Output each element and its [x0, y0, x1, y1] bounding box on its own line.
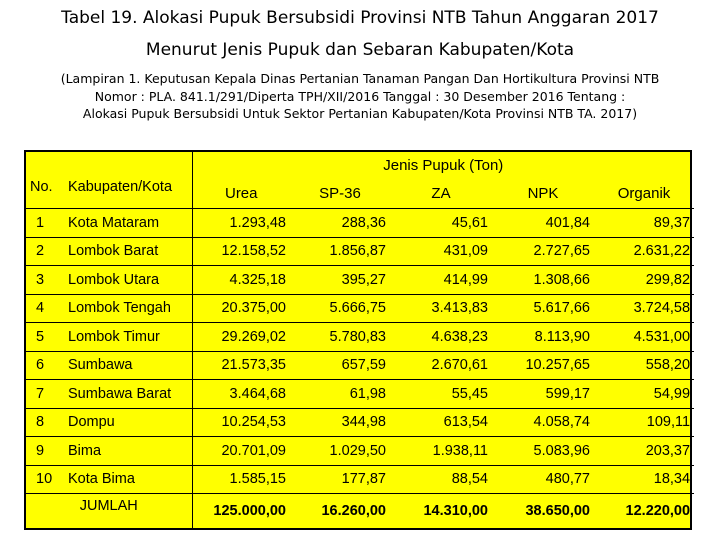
cell-urea: 10.254,53	[192, 408, 290, 437]
cell-npk: 5.083,96	[492, 437, 594, 466]
header-type-za: ZA	[431, 184, 451, 202]
cell-urea: 20.375,00	[192, 294, 290, 323]
row-number: 6	[26, 351, 64, 380]
cell-organik: 18,34	[594, 465, 694, 494]
total-sp-36: 16.260,00	[290, 494, 390, 529]
row-kabupaten: Lombok Barat	[64, 237, 192, 266]
cell-npk: 1.308,66	[492, 266, 594, 295]
table-row	[26, 437, 694, 466]
table-row	[26, 408, 694, 437]
cell-za: 4.638,23	[390, 323, 492, 352]
total-za: 14.310,00	[390, 494, 492, 529]
cell-za: 55,45	[390, 380, 492, 409]
cell-urea: 1.585,15	[192, 465, 290, 494]
cell-sp-36: 395,27	[290, 266, 390, 295]
cell-organik: 299,82	[594, 266, 694, 295]
cell-sp-36: 1.029,50	[290, 437, 390, 466]
total-npk: 38.650,00	[492, 494, 594, 529]
cell-npk: 10.257,65	[492, 351, 594, 380]
header-kabupaten: Kabupaten/Kota	[64, 152, 192, 209]
cell-za: 414,99	[390, 266, 492, 295]
cell-npk: 401,84	[492, 209, 594, 238]
cell-npk: 4.058,74	[492, 408, 594, 437]
row-kabupaten: Bima	[64, 437, 192, 466]
cell-za: 3.413,83	[390, 294, 492, 323]
row-kabupaten: Lombok Utara	[64, 266, 192, 295]
note-line-3: Alokasi Pupuk Bersubsidi Untuk Sektor Pertanian Kabupaten/Kota Provinsi NTB TA. 2017)	[82, 106, 638, 121]
table-row	[26, 294, 694, 323]
total-row	[26, 494, 694, 529]
cell-sp-36: 1.856,87	[290, 237, 390, 266]
total-urea: 125.000,00	[192, 494, 290, 529]
total-organik: 12.220,00	[594, 494, 694, 529]
row-number: 3	[26, 266, 64, 295]
cell-npk: 2.727,65	[492, 237, 594, 266]
cell-sp-36: 177,87	[290, 465, 390, 494]
row-number: 9	[26, 437, 64, 466]
row-number: 10	[26, 465, 64, 494]
header-type-urea: Urea	[224, 184, 258, 202]
cell-organik: 203,37	[594, 437, 694, 466]
row-kabupaten: Lombok Tengah	[64, 294, 192, 323]
cell-za: 88,54	[390, 465, 492, 494]
cell-za: 613,54	[390, 408, 492, 437]
table-row	[26, 323, 694, 352]
cell-sp-36: 288,36	[290, 209, 390, 238]
row-number: 2	[26, 237, 64, 266]
page-title: Tabel 19. Alokasi Pupuk Bersubsidi Provinsi NTB Tahun Anggaran 2017	[61, 8, 659, 28]
cell-organik: 54,99	[594, 380, 694, 409]
cell-npk: 8.113,90	[492, 323, 594, 352]
total-label: JUMLAH	[26, 494, 192, 529]
note-line-1: (Lampiran 1. Keputusan Kepala Dinas Pertanian Tanaman Pangan Dan Hortikultura Provinsi NTB	[60, 71, 660, 86]
page-subtitle: Menurut Jenis Pupuk dan Sebaran Kabupaten/Kota	[145, 40, 575, 60]
cell-urea: 4.325,18	[192, 266, 290, 295]
cell-sp-36: 344,98	[290, 408, 390, 437]
cell-urea: 29.269,02	[192, 323, 290, 352]
row-kabupaten: Sumbawa Barat	[64, 380, 192, 409]
cell-npk: 480,77	[492, 465, 594, 494]
header-no: No.	[30, 179, 53, 195]
table-row	[26, 351, 694, 380]
cell-urea: 1.293,48	[192, 209, 290, 238]
cell-organik: 558,20	[594, 351, 694, 380]
note-line-2: Nomor : PLA. 841.1/291/Diperta TPH/XII/2016 Tanggal : 30 Desember 2016 Tentang :	[94, 88, 626, 104]
cell-urea: 20.701,09	[192, 437, 290, 466]
cell-za: 2.670,61	[390, 351, 492, 380]
header-type-sp-36: SP-36	[319, 184, 361, 202]
fertilizer-table	[24, 150, 692, 530]
cell-za: 1.938,11	[390, 437, 492, 466]
cell-za: 45,61	[390, 209, 492, 238]
reference-note	[40, 70, 680, 123]
table-row	[26, 266, 694, 295]
header-jenis-pupuk: Jenis Pupuk (Ton)	[383, 156, 504, 174]
row-kabupaten: Sumbawa	[64, 351, 192, 380]
header-type-organik: Organik	[617, 184, 671, 202]
row-kabupaten: Lombok Timur	[64, 323, 192, 352]
cell-organik: 3.724,58	[594, 294, 694, 323]
table-row	[26, 209, 694, 238]
cell-urea: 12.158,52	[192, 237, 290, 266]
cell-organik: 2.631,22	[594, 237, 694, 266]
row-kabupaten: Kota Mataram	[64, 209, 192, 238]
cell-npk: 599,17	[492, 380, 594, 409]
row-number: 7	[26, 380, 64, 409]
cell-urea: 3.464,68	[192, 380, 290, 409]
cell-organik: 89,37	[594, 209, 694, 238]
row-kabupaten: Kota Bima	[64, 465, 192, 494]
cell-urea: 21.573,35	[192, 351, 290, 380]
table-row	[26, 380, 694, 409]
row-number: 4	[26, 294, 64, 323]
row-kabupaten: Dompu	[64, 408, 192, 437]
header-type-npk: NPK	[527, 184, 559, 202]
cell-za: 431,09	[390, 237, 492, 266]
table-row	[26, 465, 694, 494]
table-row	[26, 237, 694, 266]
row-number: 8	[26, 408, 64, 437]
cell-organik: 109,11	[594, 408, 694, 437]
cell-sp-36: 5.780,83	[290, 323, 390, 352]
cell-npk: 5.617,66	[492, 294, 594, 323]
row-number: 5	[26, 323, 64, 352]
cell-sp-36: 5.666,75	[290, 294, 390, 323]
cell-organik: 4.531,00	[594, 323, 694, 352]
row-number: 1	[26, 209, 64, 238]
cell-sp-36: 657,59	[290, 351, 390, 380]
cell-sp-36: 61,98	[290, 380, 390, 409]
